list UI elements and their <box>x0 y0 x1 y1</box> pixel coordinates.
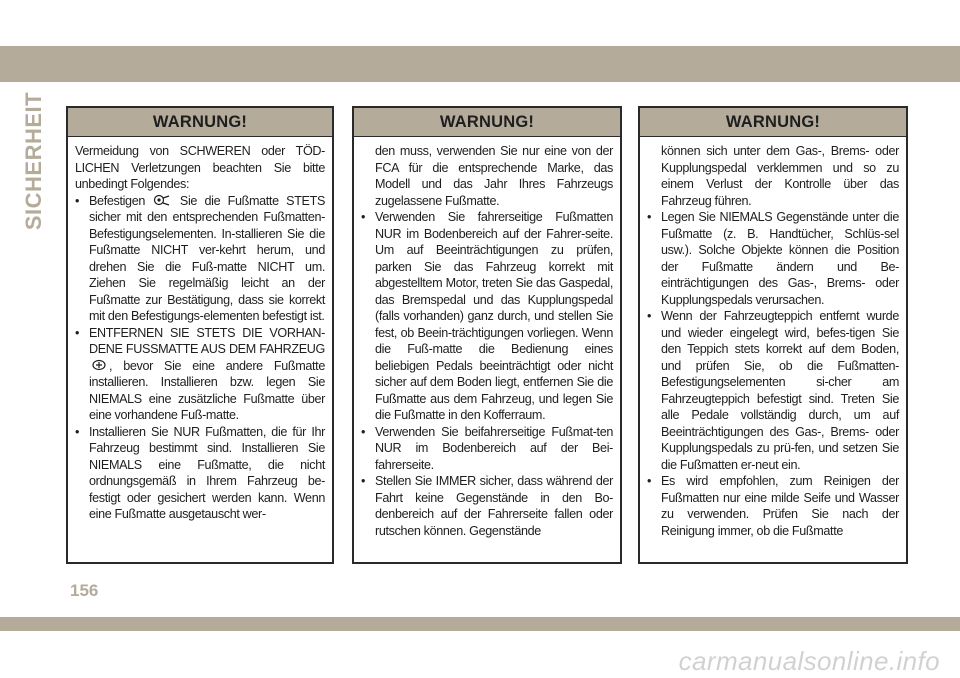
page-number: 156 <box>70 581 99 600</box>
header-band <box>0 46 960 82</box>
section-tab <box>21 91 46 231</box>
bullet: • <box>647 210 652 224</box>
bullet: • <box>75 424 80 439</box>
list-item: • ENTFERNEN SIE STETS DIE VORHAN-DENE FUSSMATTE AUS DEM FAHRZEUG , bevor Sie eine andere Fußmatte installieren. Installieren bzw. legen Sie NIEMALS eine zusätzliche Fußmatte über eine vorhandene Fuß-matte. <box>75 325 325 422</box>
watermark: carmanualsonline.info <box>678 646 940 676</box>
warning-heading: WARNUNG! <box>68 108 332 137</box>
warning-panel-3 <box>638 106 908 564</box>
footer-band <box>0 617 960 631</box>
bullet: • <box>647 309 652 323</box>
warning-intro: Vermeidung von SCHWEREN oder TÖD-LICHEN Verletzungen beachten Sie bitte unbedingt Folgendes: <box>75 144 325 191</box>
bullet: • <box>361 210 366 224</box>
bullet: • <box>647 474 652 488</box>
warning-panel-2 <box>352 106 622 564</box>
warning-continuation: können sich unter dem Gas-, Brems- oder Kupplungspedal verklemmen und so zu einem Verlust der Kontrolle über das Fahrzeug führen. <box>661 144 899 208</box>
bullet: • <box>75 193 80 208</box>
list-item: • Legen Sie NIEMALS Gegenstände unter die Fußmatte (z. B. Handtücher, Schlüs-sel usw.). Solche Objekte können die Position der Fußmatte ändern und Be-einträchtigungen des Gas-, Brems- oder Kupplungspedals verursachen. <box>647 210 899 307</box>
warning-list <box>361 209 613 539</box>
warning-body <box>68 137 332 523</box>
floor-mat-fastener-icon <box>153 194 171 206</box>
warning-panel-1 <box>66 106 334 564</box>
warning-list <box>647 209 899 539</box>
list-item: • Es wird empfohlen, zum Reinigen der Fußmatten nur eine milde Seife und Wasser zu verwenden. Prüfen Sie nach der Reinigung immer, ob die Fußmatte <box>647 474 899 538</box>
list-item: • Wenn der Fahrzeugteppich entfernt wurde und wieder eingelegt wird, befes-tigen Sie den Teppich stets korrekt auf dem Boden, und prüfen Sie, ob die Fußmatten-Befestigungselementen si-cher am Fahrzeugteppich befestigt sind. Treten Sie alle Pedale vollständig durch, um auf Beeinträchtigungen des Gas-, Brems- oder Kupplungspedals zu prü-fen, und setzen Sie die Fußmatten er-neut ein. <box>647 309 899 472</box>
warning-body <box>354 137 620 539</box>
bullet: • <box>75 325 80 340</box>
bullet: • <box>361 474 366 488</box>
section-tab-label: SICHERHEIT <box>21 91 46 231</box>
warning-list <box>75 193 325 523</box>
list-item: • Stellen Sie IMMER sicher, dass während der Fahrt keine Gegenstände in den Bo-denbereich auf der Fahrerseite fallen oder rutschen können. Gegenstände <box>361 474 613 538</box>
list-item: • Installieren Sie NUR Fußmatten, die für Ihr Fahrzeug bestimmt sind. Installieren Sie NIEMALS eine Fußmatte, die nicht ordnungsgemäß in Ihrem Fahrzeug be-festigt oder gesichert werden kann. Wenn eine Fußmatte ausgetauscht wer- <box>75 424 325 521</box>
list-item: • Verwenden Sie beifahrerseitige Fußmat-ten NUR im Bodenbereich auf der Bei-fahrerseite. <box>361 424 613 472</box>
list-item: • Verwenden Sie fahrerseitige Fußmatten NUR im Bodenbereich auf der Fahrer-seite. Um auf Beeinträchtigungen zu prüfen, parken Sie das Fahrzeug korrekt mit abgestelltem Motor, treten Sie das Gaspedal, das Bremspedal und das Kupplungspedal (falls vorhanden) ganz durch, und stellen Sie fest, ob Beein-trächtigungen vorliegen. Wenn die Fuß-matte die Bedienung eines beliebigen Pedals beeinträchtigt oder nicht sicher auf dem Boden liegt, entfernen Sie die Fußmatte aus dem Fahrzeug, und legen Sie die Fußmatte in den Kofferraum. <box>361 210 613 422</box>
floor-mat-removal-icon <box>90 359 108 371</box>
warning-heading: WARNUNG! <box>354 108 620 137</box>
list-item: • Befestigen Sie die Fußmatte STETS sicher mit den entsprechenden Fußmatten-Befestigungselementen. In-stallieren Sie die Fußmatte NICHT ver-kehrt herum, und drehen Sie die Fuß-matte NICHT um. Ziehen Sie regelmäßig leicht an der Fußmatte zur Bestätigung, dass sie korrekt mit den Befestigungs-elementen befestigt ist. <box>75 193 326 323</box>
warning-heading: WARNUNG! <box>640 108 906 137</box>
bullet: • <box>361 424 366 439</box>
warning-continuation: den muss, verwenden Sie nur eine von der FCA für die entsprechende Marke, das Modell und das Jahr Ihres Fahrzeugs zugelassene Fußmatte. <box>375 144 613 208</box>
warning-body <box>640 137 906 539</box>
